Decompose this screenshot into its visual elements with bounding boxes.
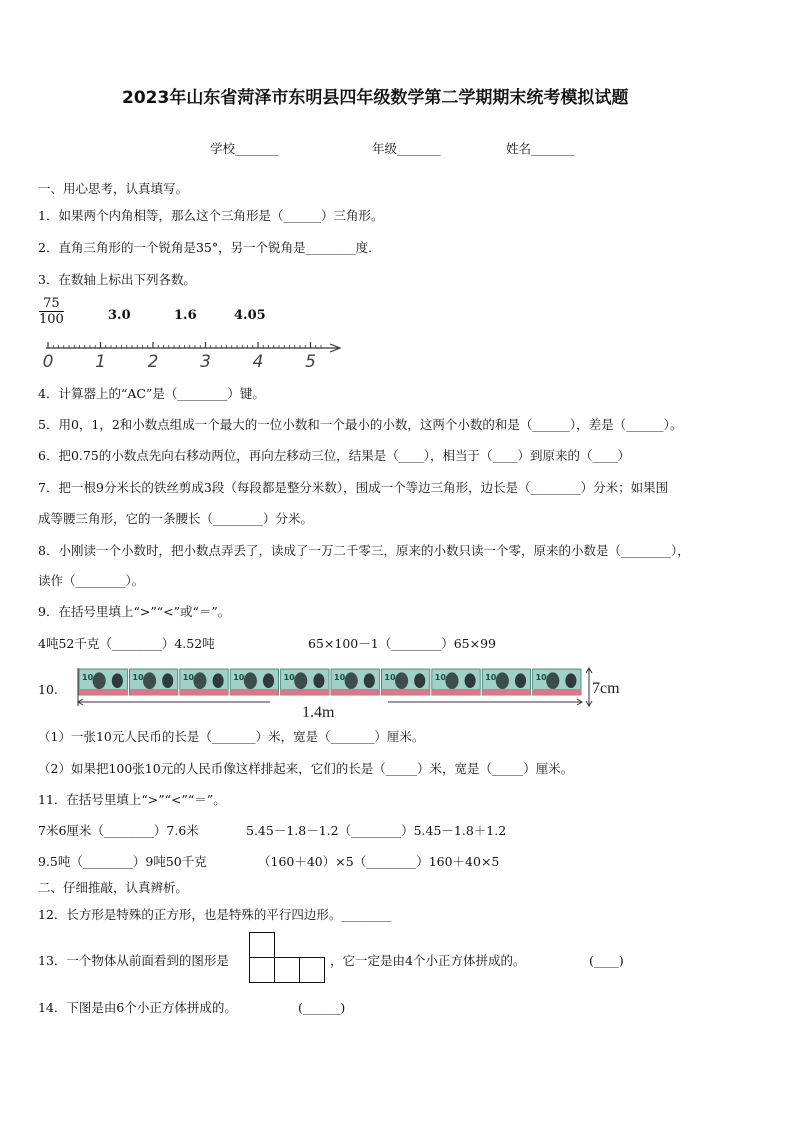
question-11: 11．在括号里填上“>”“<”“＝”。	[38, 792, 226, 807]
q13-front-view-figure	[249, 932, 329, 988]
svg-text:10: 10	[434, 673, 446, 682]
question-13-text-before: 13．一个物体从前面看到的图形是	[38, 953, 229, 968]
q3-number-3: 4.05	[234, 308, 266, 323]
banknote	[331, 669, 379, 695]
q3-number-2: 1.6	[174, 308, 197, 323]
svg-text:10: 10	[384, 673, 396, 682]
question-5: 5．用0，1，2和小数点组成一个最大的一位小数和一个最小的小数，这两个小数的和是（______），差是（______）。	[38, 417, 683, 432]
q13-square-bottom-3	[300, 958, 325, 983]
banknote	[482, 669, 530, 695]
question-8-line-1: 8．小刚读一个小数时，把小数点弄丢了，读成了一万二千零三，原来的小数只读一个零，原来的小数是（________），	[38, 543, 690, 558]
question-9-item-b: 65×100－1（________）65×99	[308, 636, 496, 651]
question-6: 6．把0.75的小数点先向右移动两位，再向左移动三位，结果是（____），相当于（____）到原来的（____）	[38, 448, 631, 463]
question-11-item-d: （160＋40）×5（________）160＋40×5	[258, 854, 500, 869]
length-label: 1.4m	[302, 704, 335, 721]
svg-text:10: 10	[485, 673, 497, 682]
q3-fraction-denominator: 100	[39, 312, 64, 327]
question-13-text-after: ，它一定是由4个小正方体拼成的。	[330, 953, 526, 968]
svg-text:10: 10	[283, 673, 295, 682]
question-14-answer-blank: (______)	[298, 1000, 346, 1015]
banknote	[533, 669, 581, 695]
svg-text:10: 10	[334, 673, 346, 682]
width-label: 7cm	[592, 680, 620, 697]
q3-fraction-numerator: 75	[39, 296, 64, 312]
number-line-label: 0	[42, 352, 54, 372]
banknote	[79, 669, 127, 695]
q13-square-bottom-1	[250, 958, 275, 983]
grade-field: 年级_______	[372, 141, 441, 156]
name-field: 姓名_______	[506, 141, 575, 156]
question-9-item-a: 4吨52千克（________）4.52吨	[38, 636, 215, 651]
number-line-label: 4	[252, 352, 264, 372]
school-field: 学校_______	[210, 141, 279, 156]
question-4: 4．计算器上的“AC”是（________）键。	[38, 386, 265, 401]
section-2-heading: 二、仔细推敲，认真辨析。	[38, 880, 189, 895]
number-line-label: 1	[95, 352, 106, 372]
q13-square-bottom-2	[275, 958, 300, 983]
question-9: 9．在括号里填上“>”“<”或“＝”。	[38, 604, 231, 619]
question-7-line-2: 成等腰三角形，它的一条腰长（________）分米。	[38, 511, 314, 526]
question-7-line-1: 7．把一根9分米长的铁丝剪成3段（每段都是整分米数），围成一个等边三角形，边长是（________）分米；如果围	[38, 480, 669, 495]
number-line-label: 5	[305, 352, 316, 372]
question-3: 3．在数轴上标出下列各数。	[38, 272, 196, 287]
page-title: 2023年山东省菏泽市东明县四年级数学第二学期期末统考模拟试题	[122, 88, 629, 108]
banknote	[129, 669, 177, 695]
question-10-sub-1: （1）一张10元人民币的长是（_______）米，宽是（_______）厘米。	[38, 729, 425, 744]
svg-text:10: 10	[182, 673, 194, 682]
svg-text:10: 10	[82, 673, 94, 682]
question-10-sub-2: （2）如果把100张10元的人民币像这样排起来，它们的长是（_____）米，宽是（_____）厘米。	[38, 761, 574, 776]
q3-fraction	[39, 296, 64, 327]
number-line-label: 2	[147, 352, 159, 372]
question-11-item-a: 7米6厘米（________）7.6米	[38, 823, 199, 838]
question-11-item-c: 9.5吨（________）9吨50千克	[38, 854, 207, 869]
question-13-answer-blank: (____)	[589, 953, 624, 968]
banknote	[180, 669, 228, 695]
question-2: 2．直角三角形的一个锐角是35°，另一个锐角是________度.	[38, 240, 373, 255]
banknote-strip-figure	[70, 664, 670, 724]
section-1-heading: 一、用心思考，认真填写。	[38, 181, 189, 196]
svg-text:10: 10	[233, 673, 245, 682]
question-10-number: 10.	[38, 682, 58, 697]
banknote	[432, 669, 480, 695]
svg-text:10: 10	[535, 673, 547, 682]
question-11-item-b: 5.45－1.8－1.2（________）5.45－1.8＋1.2	[246, 823, 507, 838]
banknote	[381, 669, 429, 695]
banknote	[230, 669, 278, 695]
question-14: 14．下图是由6个小正方体拼成的。	[38, 1000, 237, 1015]
q13-square-top	[250, 933, 275, 958]
svg-text:10: 10	[132, 673, 144, 682]
number-line-label: 3	[200, 352, 211, 372]
question-8-line-2: 读作（________）。	[38, 573, 145, 588]
question-12: 12．长方形是特殊的正方形，也是特殊的平行四边形。________	[38, 907, 392, 922]
q3-number-1: 3.0	[108, 308, 131, 323]
question-1: 1．如果两个内角相等，那么这个三角形是（______）三角形。	[38, 208, 384, 223]
number-line	[42, 340, 352, 370]
banknote	[281, 669, 329, 695]
